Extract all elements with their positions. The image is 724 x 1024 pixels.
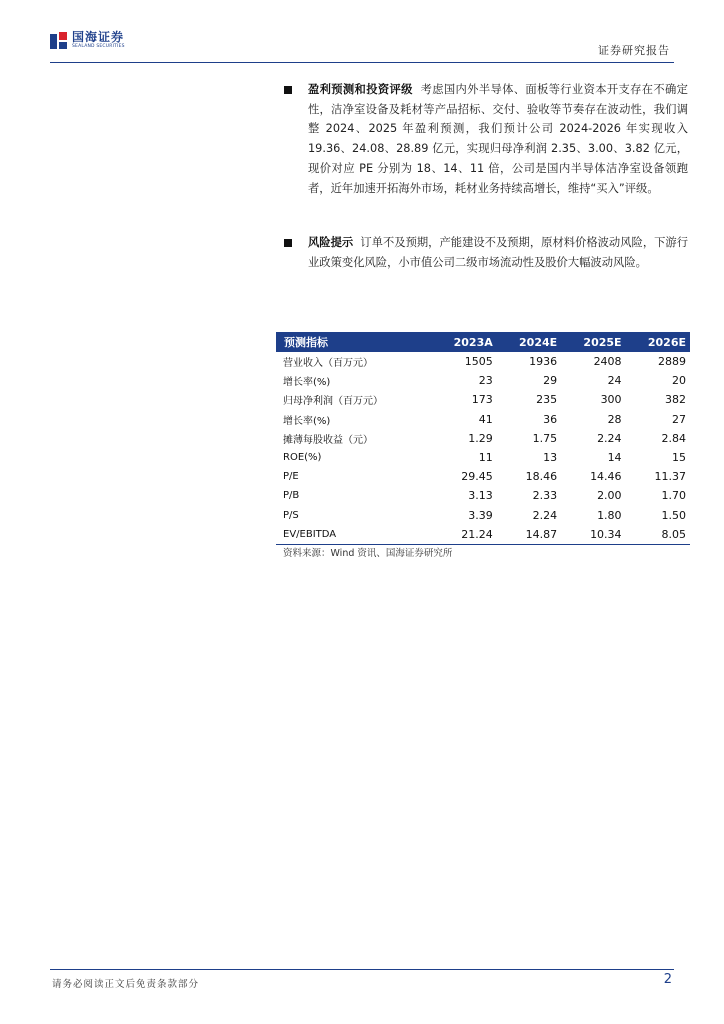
risk-paragraph bbox=[284, 233, 688, 272]
logo-name-en: SEALAND SECURITIES bbox=[72, 44, 125, 49]
table-header-cell: 2023A bbox=[431, 332, 497, 352]
forecast-table bbox=[276, 332, 690, 545]
row-label: 归母净利润（百万元） bbox=[283, 396, 383, 408]
table-cell: 29 bbox=[543, 374, 558, 388]
row-label: P/E bbox=[283, 471, 299, 483]
row-label: P/B bbox=[283, 490, 300, 502]
table-row bbox=[276, 486, 690, 505]
report-type-label: 证券研究报告 bbox=[598, 44, 670, 57]
table-cell: 41 bbox=[478, 412, 493, 426]
table-cell: 2408 bbox=[593, 355, 622, 369]
row-label: P/S bbox=[283, 509, 299, 521]
table-cell: 2.24 bbox=[532, 508, 558, 522]
table-cell: 14 bbox=[607, 451, 622, 465]
table-row bbox=[276, 506, 690, 525]
table-cell: 1936 bbox=[529, 355, 558, 369]
table-cell: 28 bbox=[607, 412, 622, 426]
table-cell: 21.24 bbox=[431, 525, 497, 545]
table-row bbox=[276, 525, 690, 545]
row-label: 增长率(%) bbox=[283, 415, 331, 427]
table-cell: 11.37 bbox=[654, 470, 686, 484]
footer-divider bbox=[50, 969, 674, 970]
risk-heading: 风险提示 bbox=[308, 236, 354, 249]
table-cell: 1.50 bbox=[661, 508, 686, 522]
table-cell: 2.00 bbox=[597, 489, 622, 503]
table-cell: 1505 bbox=[464, 355, 493, 369]
table-cell: 8.05 bbox=[626, 525, 690, 545]
table-cell: 18.46 bbox=[525, 470, 558, 484]
row-label: EV/EBITDA bbox=[276, 525, 431, 545]
table-cell: 3.39 bbox=[468, 508, 493, 522]
table-row bbox=[276, 410, 690, 429]
rating-paragraph bbox=[284, 80, 688, 198]
logo-name-cn: 国海证券 bbox=[72, 30, 125, 44]
table-cell: 2.33 bbox=[532, 489, 558, 503]
table-cell: 14.87 bbox=[497, 525, 561, 545]
table-header-cell: 2025E bbox=[561, 332, 625, 352]
table-cell: 36 bbox=[543, 412, 558, 426]
table-cell: 2.24 bbox=[597, 431, 622, 445]
table-cell: 23 bbox=[478, 374, 493, 388]
table-cell: 27 bbox=[672, 412, 686, 426]
table-cell: 1.75 bbox=[532, 431, 558, 445]
table-row bbox=[276, 390, 690, 409]
table-cell: 1.70 bbox=[661, 489, 686, 503]
table-cell: 382 bbox=[665, 393, 686, 407]
table-cell: 300 bbox=[600, 393, 622, 407]
table-cell: 2889 bbox=[658, 355, 686, 369]
table-cell: 15 bbox=[672, 451, 686, 465]
table-cell: 173 bbox=[471, 393, 493, 407]
row-label: 增长率(%) bbox=[283, 377, 331, 389]
page-header bbox=[50, 28, 674, 63]
row-label: 营业收入（百万元） bbox=[283, 358, 373, 370]
table-row bbox=[276, 467, 690, 486]
row-label: 摊薄每股收益（元） bbox=[283, 434, 373, 446]
table-cell: 3.13 bbox=[468, 489, 493, 503]
rating-heading: 盈利预测和投资评级 bbox=[308, 83, 413, 96]
table-source-note: 资料来源：Wind 资讯、国海证券研究所 bbox=[283, 548, 453, 559]
footer-disclaimer: 请务必阅读正文后免责条款部分 bbox=[52, 979, 200, 990]
table-row bbox=[276, 448, 690, 467]
table-cell: 29.45 bbox=[461, 470, 493, 484]
table-cell: 235 bbox=[536, 393, 558, 407]
company-logo bbox=[50, 31, 125, 50]
table-cell: 20 bbox=[672, 374, 686, 388]
table-row bbox=[276, 371, 690, 390]
table-cell: 2.84 bbox=[661, 431, 686, 445]
table-cell: 24 bbox=[607, 374, 622, 388]
table-header-cell: 2026E bbox=[626, 332, 690, 352]
table-cell: 1.29 bbox=[468, 431, 493, 445]
table-row bbox=[276, 352, 690, 371]
table-cell: 1.80 bbox=[597, 508, 622, 522]
table-cell: 11 bbox=[478, 451, 493, 465]
page-number: 2 bbox=[663, 972, 672, 987]
table-cell: 13 bbox=[543, 451, 558, 465]
rating-text: 考虑国内外半导体、面板等行业资本开支存在不确定性，洁净室设备及耗材等产品招标、交付、验收等节奏存在波动性，我们调整 2024、2025 年盈利预测，我们预计公司 2024-2026 年实现收入 19.36、24.08、28.89 亿元，实现归母净利润 2.35、3.00、3.82 亿元，现价对应 PE 分别为 18、14、11 倍，公司是国内半导体洁净室设备领跑者，近年加速开拓海外市场，耗材业务持续高增长，维持“买入”评级。 bbox=[308, 83, 688, 195]
risk-text: 订单不及预期，产能建设不及预期，原材料价格波动风险，下游行业政策变化风险，小市值公司二级市场流动性及股价大幅波动风险。 bbox=[308, 236, 689, 269]
table-row bbox=[276, 429, 690, 448]
bullet-square-icon bbox=[284, 239, 292, 247]
table-header-cell: 2024E bbox=[497, 332, 561, 352]
logo-icon bbox=[50, 32, 68, 50]
table-header-cell: 预测指标 bbox=[276, 332, 431, 352]
bullet-square-icon bbox=[284, 86, 292, 94]
row-label: ROE(%) bbox=[283, 452, 322, 464]
table-cell: 10.34 bbox=[561, 525, 625, 545]
table-header-row bbox=[276, 332, 690, 352]
table-cell: 14.46 bbox=[590, 470, 622, 484]
